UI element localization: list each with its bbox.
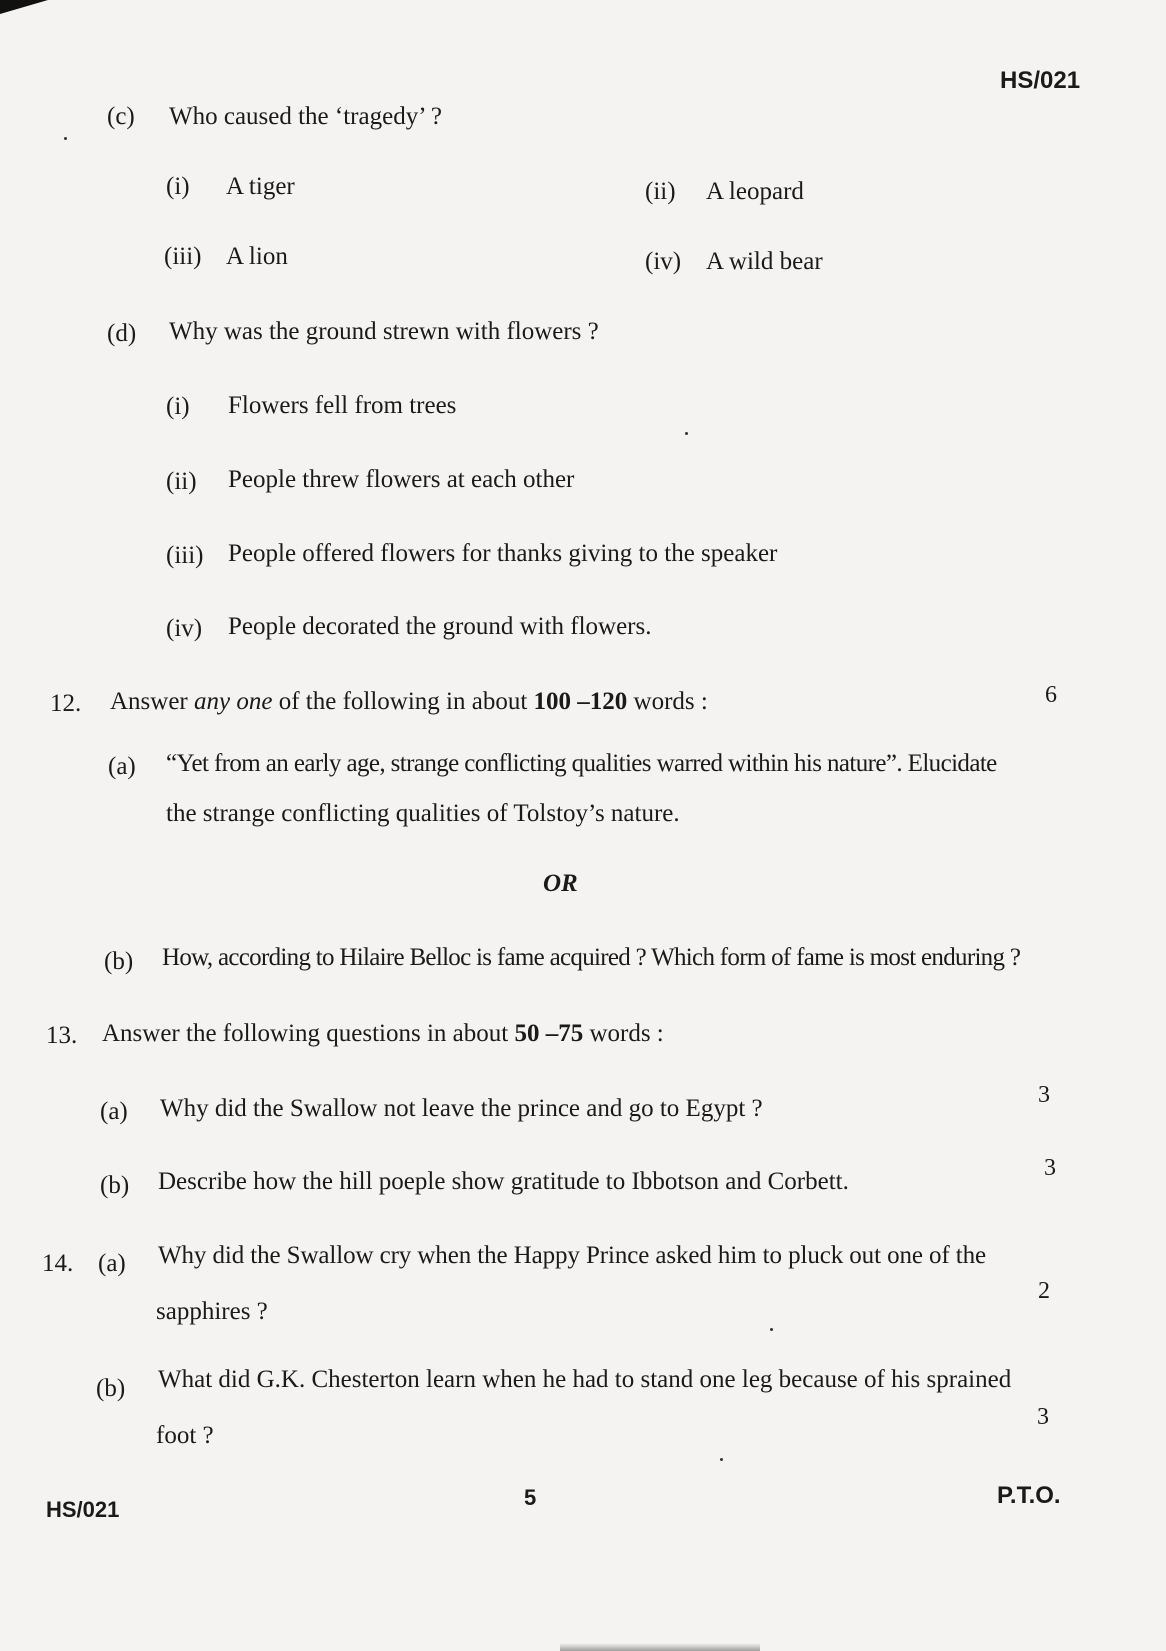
- q14b-text-line1: What did G.K. Chesterton learn when he had to stand one leg because of his sprained: [158, 1366, 1012, 1393]
- q12a-label: (a): [108, 753, 136, 780]
- scan-edge-shadow: [560, 1643, 760, 1651]
- footer-page-number: 5: [524, 1485, 537, 1510]
- q13a-text: Why did the Swallow not leave the prince and go to Egypt ?: [160, 1095, 763, 1122]
- q13b-label: (b): [100, 1172, 130, 1199]
- q11c-question: Who caused the ‘tragedy’ ?: [169, 103, 443, 130]
- q11d-option-iii-text: People offered flowers for thanks giving to the speaker: [228, 540, 778, 567]
- q14a-marks: 2: [1038, 1278, 1050, 1304]
- q11d-option-iii-num: (iii): [166, 542, 204, 569]
- q11c-option-iv-num: (iv): [645, 248, 682, 275]
- q14b-label: (b): [96, 1375, 126, 1402]
- scan-speck: [720, 1458, 723, 1461]
- scan-speck: [770, 1328, 773, 1331]
- q12-or-separator: OR: [543, 870, 578, 897]
- q11c-option-i-text: A tiger: [226, 173, 295, 200]
- q13b-text: Describe how the hill poeple show gratitude to Ibbotson and Corbett.: [158, 1168, 849, 1195]
- q14b-text-line2: foot ?: [156, 1422, 214, 1449]
- q11d-option-i-text: Flowers fell from trees: [228, 392, 457, 419]
- scan-speck: [685, 432, 688, 435]
- q11c-option-iv-text: A wild bear: [706, 248, 823, 275]
- q13a-label: (a): [100, 1098, 128, 1125]
- q14a-label: (a): [98, 1250, 126, 1277]
- q11d-option-ii-num: (ii): [166, 468, 197, 495]
- footer-pto: P.T.O.: [997, 1482, 1061, 1509]
- q12a-text-line2: the strange conflicting qualities of Tolstoy’s nature.: [166, 800, 680, 827]
- q14a-text-line1: Why did the Swallow cry when the Happy Prince asked him to pluck out one of the: [158, 1242, 987, 1269]
- q13a-marks: 3: [1038, 1082, 1050, 1108]
- q13-instruction: Answer the following questions in about 50 –75 words :: [102, 1020, 664, 1047]
- q11d-question: Why was the ground strewn with flowers ?: [169, 318, 599, 345]
- q12b-label: (b): [104, 948, 134, 975]
- q11c-option-ii-text: A leopard: [706, 178, 804, 205]
- q14a-text-line2: sapphires ?: [156, 1298, 268, 1325]
- q11d-option-iv-num: (iv): [166, 615, 203, 642]
- q11c-option-iii-text: A lion: [226, 243, 288, 270]
- q11d-option-i-num: (i): [166, 393, 190, 420]
- q12-marks: 6: [1045, 682, 1057, 708]
- q11c-option-ii-num: (ii): [645, 178, 676, 205]
- q11d-label: (d): [107, 320, 137, 347]
- q12-instruction: Answer any one of the following in about 100 –120 words :: [110, 688, 708, 715]
- q11d-option-iv-text: People decorated the ground with flowers.: [228, 613, 652, 640]
- q11c-label: (c): [107, 103, 135, 130]
- q11c-option-iii-num: (iii): [164, 243, 202, 270]
- q14-number: 14.: [42, 1250, 74, 1277]
- q13-number: 13.: [46, 1022, 78, 1049]
- scan-corner-mark: [0, 0, 48, 14]
- q11c-option-i-num: (i): [166, 173, 190, 200]
- scan-speck: [64, 137, 67, 140]
- header-paper-code: HS/021: [1000, 67, 1081, 94]
- q12-number: 12.: [50, 690, 82, 717]
- q12a-text-line1: “Yet from an early age, strange conflicting qualities warred within his nature”. Elucidate: [166, 750, 997, 777]
- q13b-marks: 3: [1044, 1155, 1056, 1181]
- q14b-marks: 3: [1037, 1404, 1049, 1430]
- footer-paper-code: HS/021: [46, 1497, 120, 1522]
- q12b-text: How, according to Hilaire Belloc is fame acquired ? Which form of fame is most enduring ?: [162, 944, 1021, 971]
- q11d-option-ii-text: People threw flowers at each other: [228, 466, 575, 493]
